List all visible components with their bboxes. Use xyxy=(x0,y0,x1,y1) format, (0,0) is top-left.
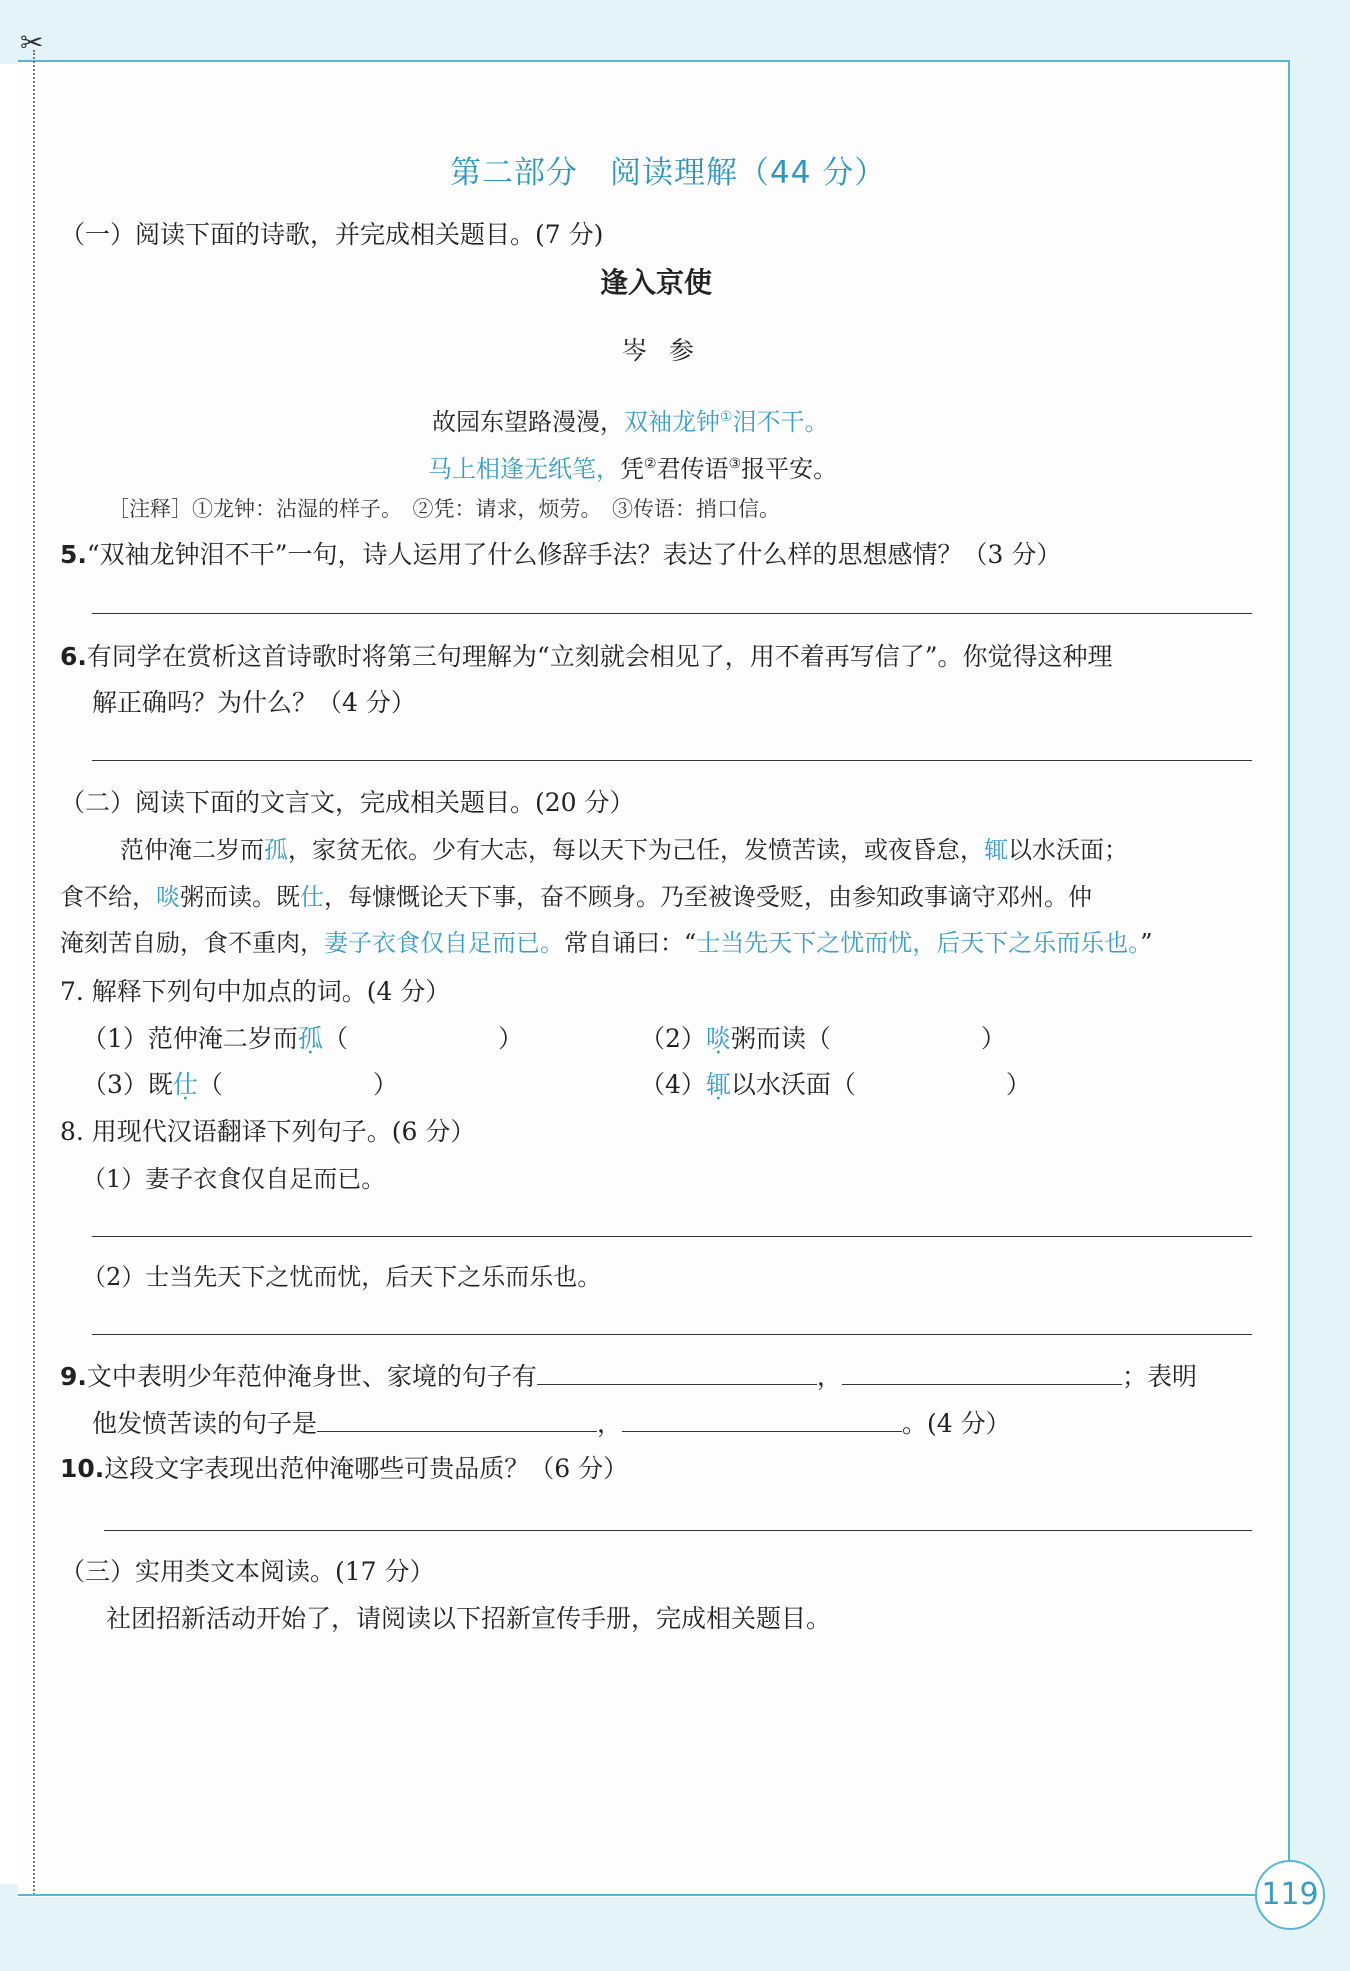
poem-line-2-b: 凭 xyxy=(620,455,644,483)
question-6 xyxy=(60,640,1112,674)
text-span: ；表明 xyxy=(1121,1362,1197,1391)
text-span: 他发愤苦读的句子是 xyxy=(92,1409,318,1438)
question-10-number: 10. xyxy=(60,1454,105,1483)
text-span: （1）范仲淹二岁而 xyxy=(82,1024,298,1053)
question-6-number: 6. xyxy=(60,642,87,671)
question-7-item-3 xyxy=(82,1068,398,1102)
classical-text-line-2 xyxy=(60,880,1092,914)
text-span: ” xyxy=(1140,929,1153,957)
poem-line-2-c: 君传语 xyxy=(656,455,729,483)
text-span: 粥而读。既 xyxy=(180,883,300,911)
question-6-text-2: 解正确吗？为什么？（4 分） xyxy=(92,688,416,717)
top-band xyxy=(0,0,1350,64)
text-span: （4） xyxy=(640,1070,706,1099)
classical-text-line-3 xyxy=(60,926,1153,960)
answer-blank-9-2[interactable] xyxy=(842,1358,1122,1385)
answer-blank-7-1[interactable]: （ ） xyxy=(322,1024,523,1053)
question-10-text: 这段文字表现出范仲淹哪些可贵品质？（6 分） xyxy=(104,1454,629,1483)
text-span: ，家贫无依。少有大志，每以天下为己任，发愤苦读，或夜昏怠， xyxy=(288,836,984,864)
footnote-mark-3: ③ xyxy=(728,456,742,472)
highlight-gu: 孤 xyxy=(264,836,288,864)
poem-line-1-c: 泪不干。 xyxy=(732,408,829,436)
dotted-word-gu: 孤 xyxy=(297,1024,323,1053)
answer-blank-7-4[interactable]: 以水沃面（ ） xyxy=(730,1070,1031,1099)
question-7-item-4 xyxy=(640,1068,1031,1102)
text-span: 食不给， xyxy=(60,883,156,911)
text-span: （3）既 xyxy=(82,1070,173,1099)
part1-heading: （一）阅读下面的诗歌，并完成相关题目。(7 分) xyxy=(60,220,604,249)
question-7-item-1 xyxy=(82,1022,523,1056)
highlight-dan: 啖 xyxy=(156,883,180,911)
highlight-shi: 仕 xyxy=(300,883,324,911)
footnote-mark-2: ② xyxy=(644,456,657,472)
section-title: 第二部分 阅读理解（44 分） xyxy=(450,155,887,191)
answer-blank-9-1[interactable] xyxy=(537,1358,817,1385)
bottom-rule xyxy=(18,1894,1280,1896)
question-8-heading: 8. 用现代汉语翻译下列句子。(6 分） xyxy=(60,1117,476,1146)
poem-line-2-d: 报平安。 xyxy=(741,455,838,483)
footnote-mark-1: ① xyxy=(720,409,733,425)
poem-author: 岑参 xyxy=(622,336,717,365)
poem-notes: ［注释］①龙钟：沾湿的样子。 ②凭：请求，烦劳。 ③传语：捎口信。 xyxy=(108,497,780,521)
answer-line-6[interactable] xyxy=(92,760,1252,761)
right-band xyxy=(1288,0,1350,1971)
poem-line-1-b: 双袖龙钟 xyxy=(624,408,720,436)
text-span: 。(4 分） xyxy=(902,1409,1011,1438)
answer-line-8-1[interactable] xyxy=(92,1236,1252,1237)
answer-blank-9-3[interactable] xyxy=(317,1405,597,1432)
answer-line-8-2[interactable] xyxy=(92,1334,1252,1335)
question-7-heading: 7. 解释下列句中加点的词。(4 分） xyxy=(60,977,451,1006)
answer-blank-7-3[interactable]: （ ） xyxy=(197,1070,398,1099)
highlight-sentence-1: 妻子衣食仅自足而已。 xyxy=(324,929,564,957)
bottom-band xyxy=(0,1884,1350,1971)
text-span: 淹刻苦自励，食不重肉， xyxy=(60,929,324,957)
part3-intro: 社团招新活动开始了，请阅读以下招新宣传手册，完成相关题目。 xyxy=(106,1604,832,1633)
part2-heading: （二）阅读下面的文言文，完成相关题目。(20 分） xyxy=(60,788,635,817)
scissors-icon: ✂ xyxy=(20,26,44,59)
poem-line-2 xyxy=(428,447,837,486)
question-5-text: “双袖龙钟泪不干”一句，诗人运用了什么修辞手法？表达了什么样的思想感情？（3 分） xyxy=(86,540,1062,569)
text-span: 范仲淹二岁而 xyxy=(120,836,264,864)
question-7-item-2 xyxy=(640,1022,1006,1056)
question-6-text-1: 有同学在赏析这首诗歌时将第三句理解为“立刻就会相见了，用不着再写信了”。你觉得这种理 xyxy=(86,642,1113,671)
question-9-number: 9. xyxy=(60,1362,87,1391)
text-span: 文中表明少年范仲淹身世、家境的句子有 xyxy=(86,1362,537,1391)
dotted-word-shi: 仕 xyxy=(172,1070,198,1099)
text-span: ， xyxy=(816,1362,842,1391)
highlight-sentence-2: 士当先天下之忧而忧，后天下之乐而乐也。 xyxy=(696,929,1141,957)
question-9-line-1 xyxy=(60,1358,1197,1394)
text-span: ， xyxy=(597,1409,623,1438)
part3-heading: （三）实用类文本阅读。(17 分） xyxy=(60,1557,435,1586)
dotted-word-zhe: 辄 xyxy=(705,1070,731,1099)
text-span: ，每慷慨论天下事，奋不顾身。乃至被谗受贬，由参知政事谪守邓州。仲 xyxy=(324,883,1092,911)
classical-text-line-1 xyxy=(120,833,1128,867)
answer-line-10[interactable] xyxy=(104,1530,1252,1531)
question-9-line-2 xyxy=(92,1405,1011,1441)
poem-title: 逢入京使 xyxy=(600,266,713,299)
text-span: （2） xyxy=(640,1024,706,1053)
poem-line-2-a: 马上相逢无纸笔， xyxy=(428,455,620,483)
question-5-number: 5. xyxy=(60,540,87,569)
question-10 xyxy=(60,1452,628,1486)
poem-line-1-a: 故园东望路漫漫， xyxy=(432,408,624,436)
answer-blank-9-4[interactable] xyxy=(622,1405,902,1432)
poem-line-1 xyxy=(432,400,829,439)
text-span: 以水沃面； xyxy=(1008,836,1128,864)
page-number: 119 xyxy=(1255,1860,1325,1930)
answer-line-5[interactable] xyxy=(92,613,1252,614)
answer-blank-7-2[interactable]: 粥而读（ ） xyxy=(730,1024,1006,1053)
question-8-sentence-1: （1）妻子衣食仅自足而已。 xyxy=(82,1165,386,1193)
cut-line xyxy=(33,50,35,1895)
text-span: 常自诵曰：“ xyxy=(564,929,697,957)
question-8-sentence-2: （2）士当先天下之忧而忧，后天下之乐而乐也。 xyxy=(82,1263,602,1291)
question-5 xyxy=(60,538,1061,572)
dotted-word-dan: 啖 xyxy=(705,1024,731,1053)
highlight-zhe: 辄 xyxy=(984,836,1008,864)
